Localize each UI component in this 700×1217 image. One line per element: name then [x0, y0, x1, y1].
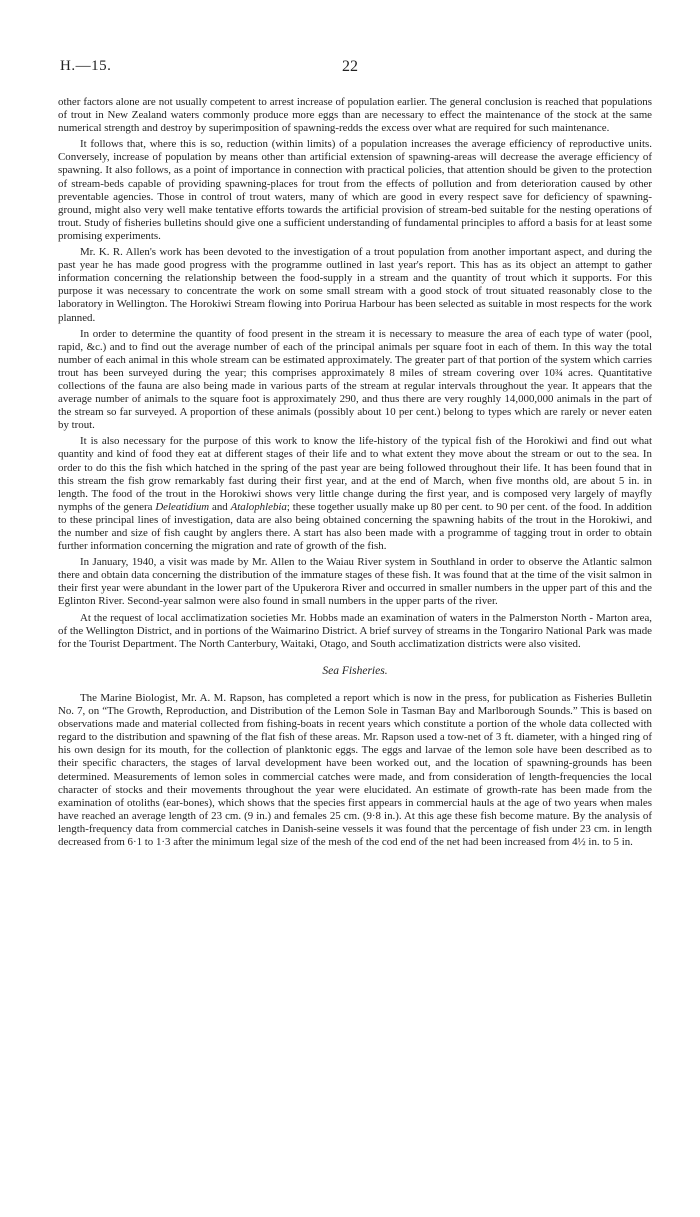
- paragraph-text: At the request of local acclimatization societies Mr. Hobbs made an examination of waters in the Palmerston North - Marton area, of the Wellington District, and in portions of the Waimarino District. A brief survey of streams in the Tongariro National Park was made for the Tourist Department. The North Canterbury, Waitaki, Otago, and South acclimatization districts were also visited.: [58, 611, 652, 650]
- paragraph-text: It is also necessary for the purpose of this work to know the life-history of the typical fish of the Horokiwi and find out what quantity and kind of food they eat at different stages of their life and to what extent they move about the stream or out to the sea. In order to do this the fish which hatched in the spring of the past year are being followed throughout their life. It has been found that in this stream the fish grow remarkably fast during their first year, and at the end of March, when five months old, are about 5 in. in length. The food of the trout in the Horokiwi shows very little change during the first year, and is composed very largely of mayfly nymphs of the genera: [58, 435, 652, 513]
- body-text: [58, 96, 652, 852]
- paragraph-text: and: [209, 500, 231, 513]
- paragraph-text: In January, 1940, a visit was made by Mr. Allen to the Waiau River system in Southland in order to observe the Atlantic salmon there and obtain data concerning the distribution of the immature stages of these fish. It was found that at the time of the visit salmon in their first year were abundant in the lower part of the Upukerora River and occurred in smaller numbers in the upper part of this and the Eglinton River. Second-year salmon were also found in small numbers in the upper parts of the river.: [58, 556, 652, 608]
- page-header: [60, 58, 640, 80]
- paragraph-text: The Marine Biologist, Mr. A. M. Rapson, has completed a report which is now in the press, for publication as Fisheries Bulletin No. 7, on “The Growth, Reproduction, and Distribution of the Lemon Sole in Tasman Bay and Marlborough Sounds.” This is based on observations made and material collected from fishing-boats in recent years which constitute a portion of the whole data collected with regard to the distribution and spawning of the flat fish of these areas. Mr. Rapson used a tow-net of 3 ft. diameter, with a hinged ring of his own design for its mouth, for the collection of planktonic eggs. The eggs and larvae of the lemon sole have been described as to their specific characters, the stages of larval development have been worked out, and the location of spawning-grounds has been determined. Measurements of lemon soles in commercial catches were made, and from consideration of length-frequencies the local character of stocks and their movements throughout the year were elucidated. An estimate of growth-rate has been made from the examination of otoliths (ear-bones), which shows that the species first appears in commercial hauls at the age of two years when males have reached an average length of 23 cm. (9 in.) and females 25 cm. (9·8 in.). At this age these fish become mature. By the analysis of length-frequency data from commercial catches in Danish-seine vessels it was found that the percentage of fish under 23 cm. in length decreased from 6·1 to 1·3 after the minimum legal size of the mesh of the cod end of the net had been increased from 4½ in. to 5 in.: [58, 691, 652, 848]
- paragraph: [58, 138, 652, 243]
- paragraph-text: In order to determine the quantity of food present in the stream it is necessary to measure the area of each type of water (pool, rapid, &c.) and to find out the average number of each of the principal animals per square foot in each of them. In this way the total number of each animal in this whole stream can be estimated approximately. The greater part of that portion of the system which carries trout has been surveyed during the year; this comprises approximately 8 miles of stream covering over 10¾ acres. Quantitative collections of the fauna are also being made in various parts of the stream at regular intervals throughout the year. It appears that the average number of animals to the square foot is approximately 290, and thus there are very roughly 14,000,000 animals in the part of the stream so far surveyed. A proportion of these animals (possibly about 10 per cent.) belong to types which are rarely or never eaten by trout.: [58, 327, 652, 432]
- paragraph-text: other factors alone are not usually competent to arrest increase of population earlier. The general conclusion is reached that populations of trout in New Zealand waters commonly produce more eggs than are necessary to effect the maintenance of the stock at the same numerical strength and destroy by superimposition of spawning-redds the excess over what are required for such maintenance.: [58, 96, 652, 135]
- paragraph: [58, 246, 652, 325]
- italic-term: Atalophlebia: [230, 500, 287, 513]
- paragraph: [58, 435, 652, 553]
- page-number: 22: [342, 58, 358, 75]
- section-heading: Sea Fisheries.: [322, 664, 388, 677]
- paragraph-text: ; these together usually make up 80 per cent. to 90 per cent. of the food. In addition to these principal lines of investigation, data are also being obtained concerning the spawning habits of the trout in the Horokiwi, and the number and size of fish caught by anglers there. A start has also been made with a programme of tagging trout in order to obtain further information concerning the migration and rate of growth of the fish.: [58, 500, 653, 553]
- italic-term: Deleatidium: [155, 500, 210, 513]
- paragraph: [58, 328, 652, 433]
- paragraph: [58, 612, 652, 651]
- paragraph: [58, 96, 652, 135]
- paragraph: [58, 556, 652, 608]
- main-paragraphs: [58, 96, 652, 651]
- paragraph: [58, 692, 652, 849]
- paragraph-text: It follows that, where this is so, reduction (within limits) of a population increases the average efficiency of reproductive units. Conversely, increase of population by means other than artificial extension of spawning-areas will decrease the average efficiency of spawning. It also follows, as a point of importance in connection with practical policies, that attention should be given to the protection of stream-beds capable of providing spawning-places for trout from the effects of pollution and from deterioration caused by other preventable agencies. Those in control of trout waters, many of which are good in every respect save for deficiency of spawning-ground, might also very well make tentative efforts towards the artificial provision of stream-bed suitable for the nesting operations of trout. Study of fisheries bulletins should give one a sufficient understanding of fundamental principles to afford a basis for at least some promising experiments.: [58, 138, 652, 242]
- section-paragraphs: [58, 692, 652, 849]
- report-reference: H.—15.: [60, 58, 112, 74]
- paragraph-text: Mr. K. R. Allen's work has been devoted to the investigation of a trout population from another important aspect, and during the past year he has made good progress with the programme outlined in last year's report. This has as its object an attempt to gather information concerning the relationship between the food-supply in a stream and the quantity of trout which it supports. For this purpose it was necessary to concentrate the work on some small stream with a good stock of trout situated reasonably close to the laboratory in Wellington. The Horokiwi Stream flowing into Porirua Harbour has been selected as suitable in most respects for the work planned.: [58, 246, 652, 324]
